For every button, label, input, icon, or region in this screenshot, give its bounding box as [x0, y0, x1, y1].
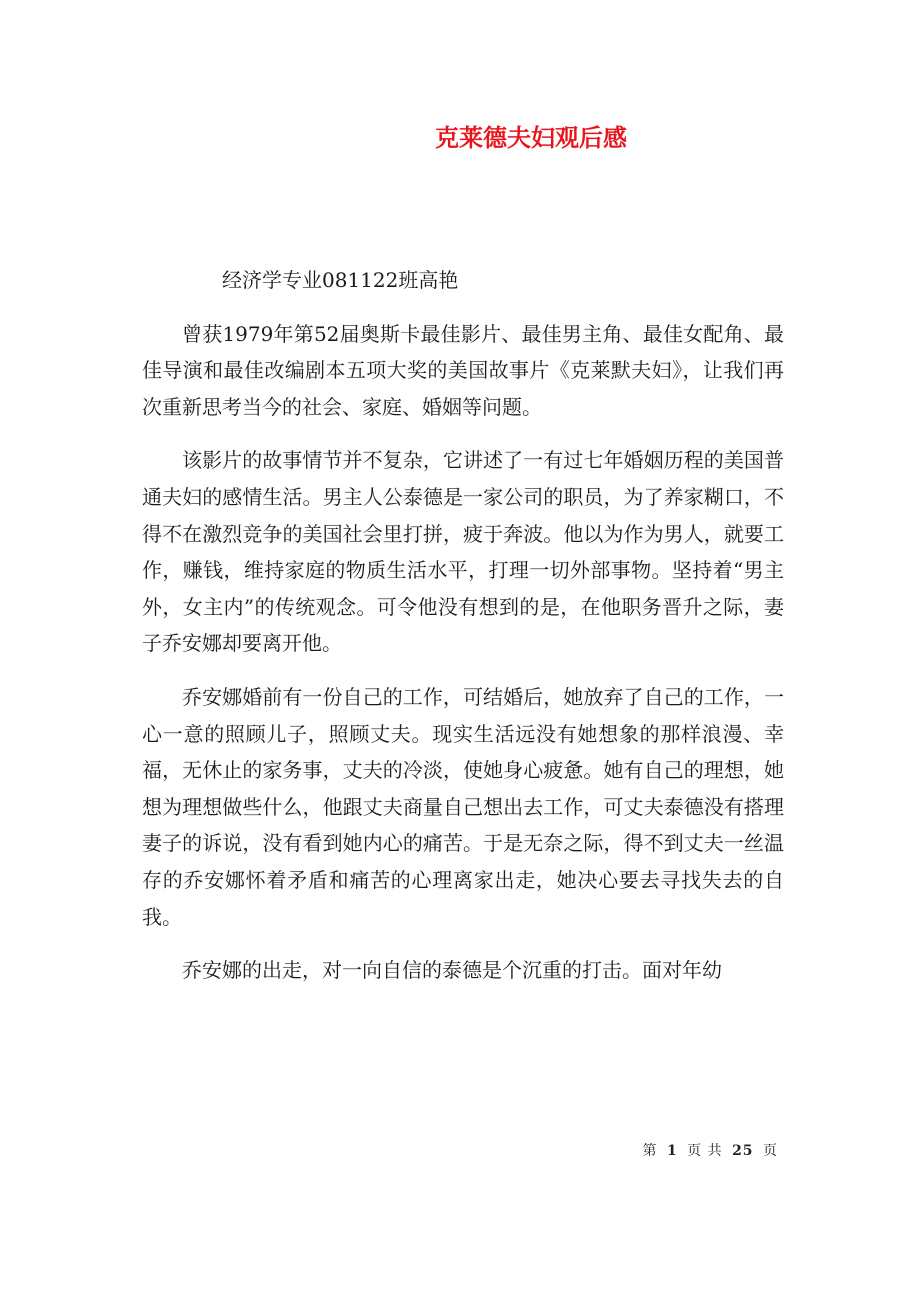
document-body	[142, 262, 784, 989]
footer-page-number: 1	[666, 1143, 678, 1159]
paragraph-1: 曾获1979年第52届奥斯卡最佳影片、最佳男主角、最佳女配角、最佳导演和最佳改编剧本五项大奖的美国故事片《克莱默夫妇》，让我们再次重新思考当今的社会、家庭、婚姻等问题。	[142, 321, 784, 419]
footer-suffix: 页	[763, 1143, 778, 1159]
paragraph-3: 乔安娜婚前有一份自己的工作，可结婚后，她放弃了自己的工作，一心一意的照顾儿子，照顾丈夫。现实生活远没有她想象的那样浪漫、幸福，无休止的家务事，丈夫的冷淡，使她身心疲惫。她有自己的理想，她想为理想做些什么，他跟丈夫商量自己想出去工作，可丈夫泰德没有搭理妻子的诉说，没有看到她内心的痛苦。于是无奈之际，得不到丈夫一丝温存的乔安娜怀着矛盾和痛苦的心理离家出走，她决心要去寻找失去的自我。	[142, 684, 784, 929]
footer-prefix: 第	[642, 1143, 658, 1159]
paragraph-4: 乔安娜的出走，对一向自信的泰德是个沉重的打击。面对年幼	[182, 958, 722, 983]
author-line: 经济学专业081122班高艳	[222, 268, 459, 292]
document-title: 克莱德夫妇观后感	[435, 123, 627, 152]
paragraph-2: 该影片的故事情节并不复杂，它讲述了一有过七年婚姻历程的美国普通夫妇的感情生活。男主人公泰德是一家公司的职员，为了养家糊口，不得不在激烈竞争的美国社会里打拼，疲于奔波。他以为作为男人，就要工作，赚钱，维持家庭的物质生活水平，打理一切外部事物。坚持着“男主外，女主内”的传统观念。可令他没有想到的是，在他职务晋升之际，妻子乔安娜却要离开他。	[142, 448, 784, 656]
footer-total-pages: 25	[732, 1143, 754, 1159]
footer-middle: 页 共	[687, 1143, 723, 1159]
page-footer	[641, 1140, 781, 1160]
